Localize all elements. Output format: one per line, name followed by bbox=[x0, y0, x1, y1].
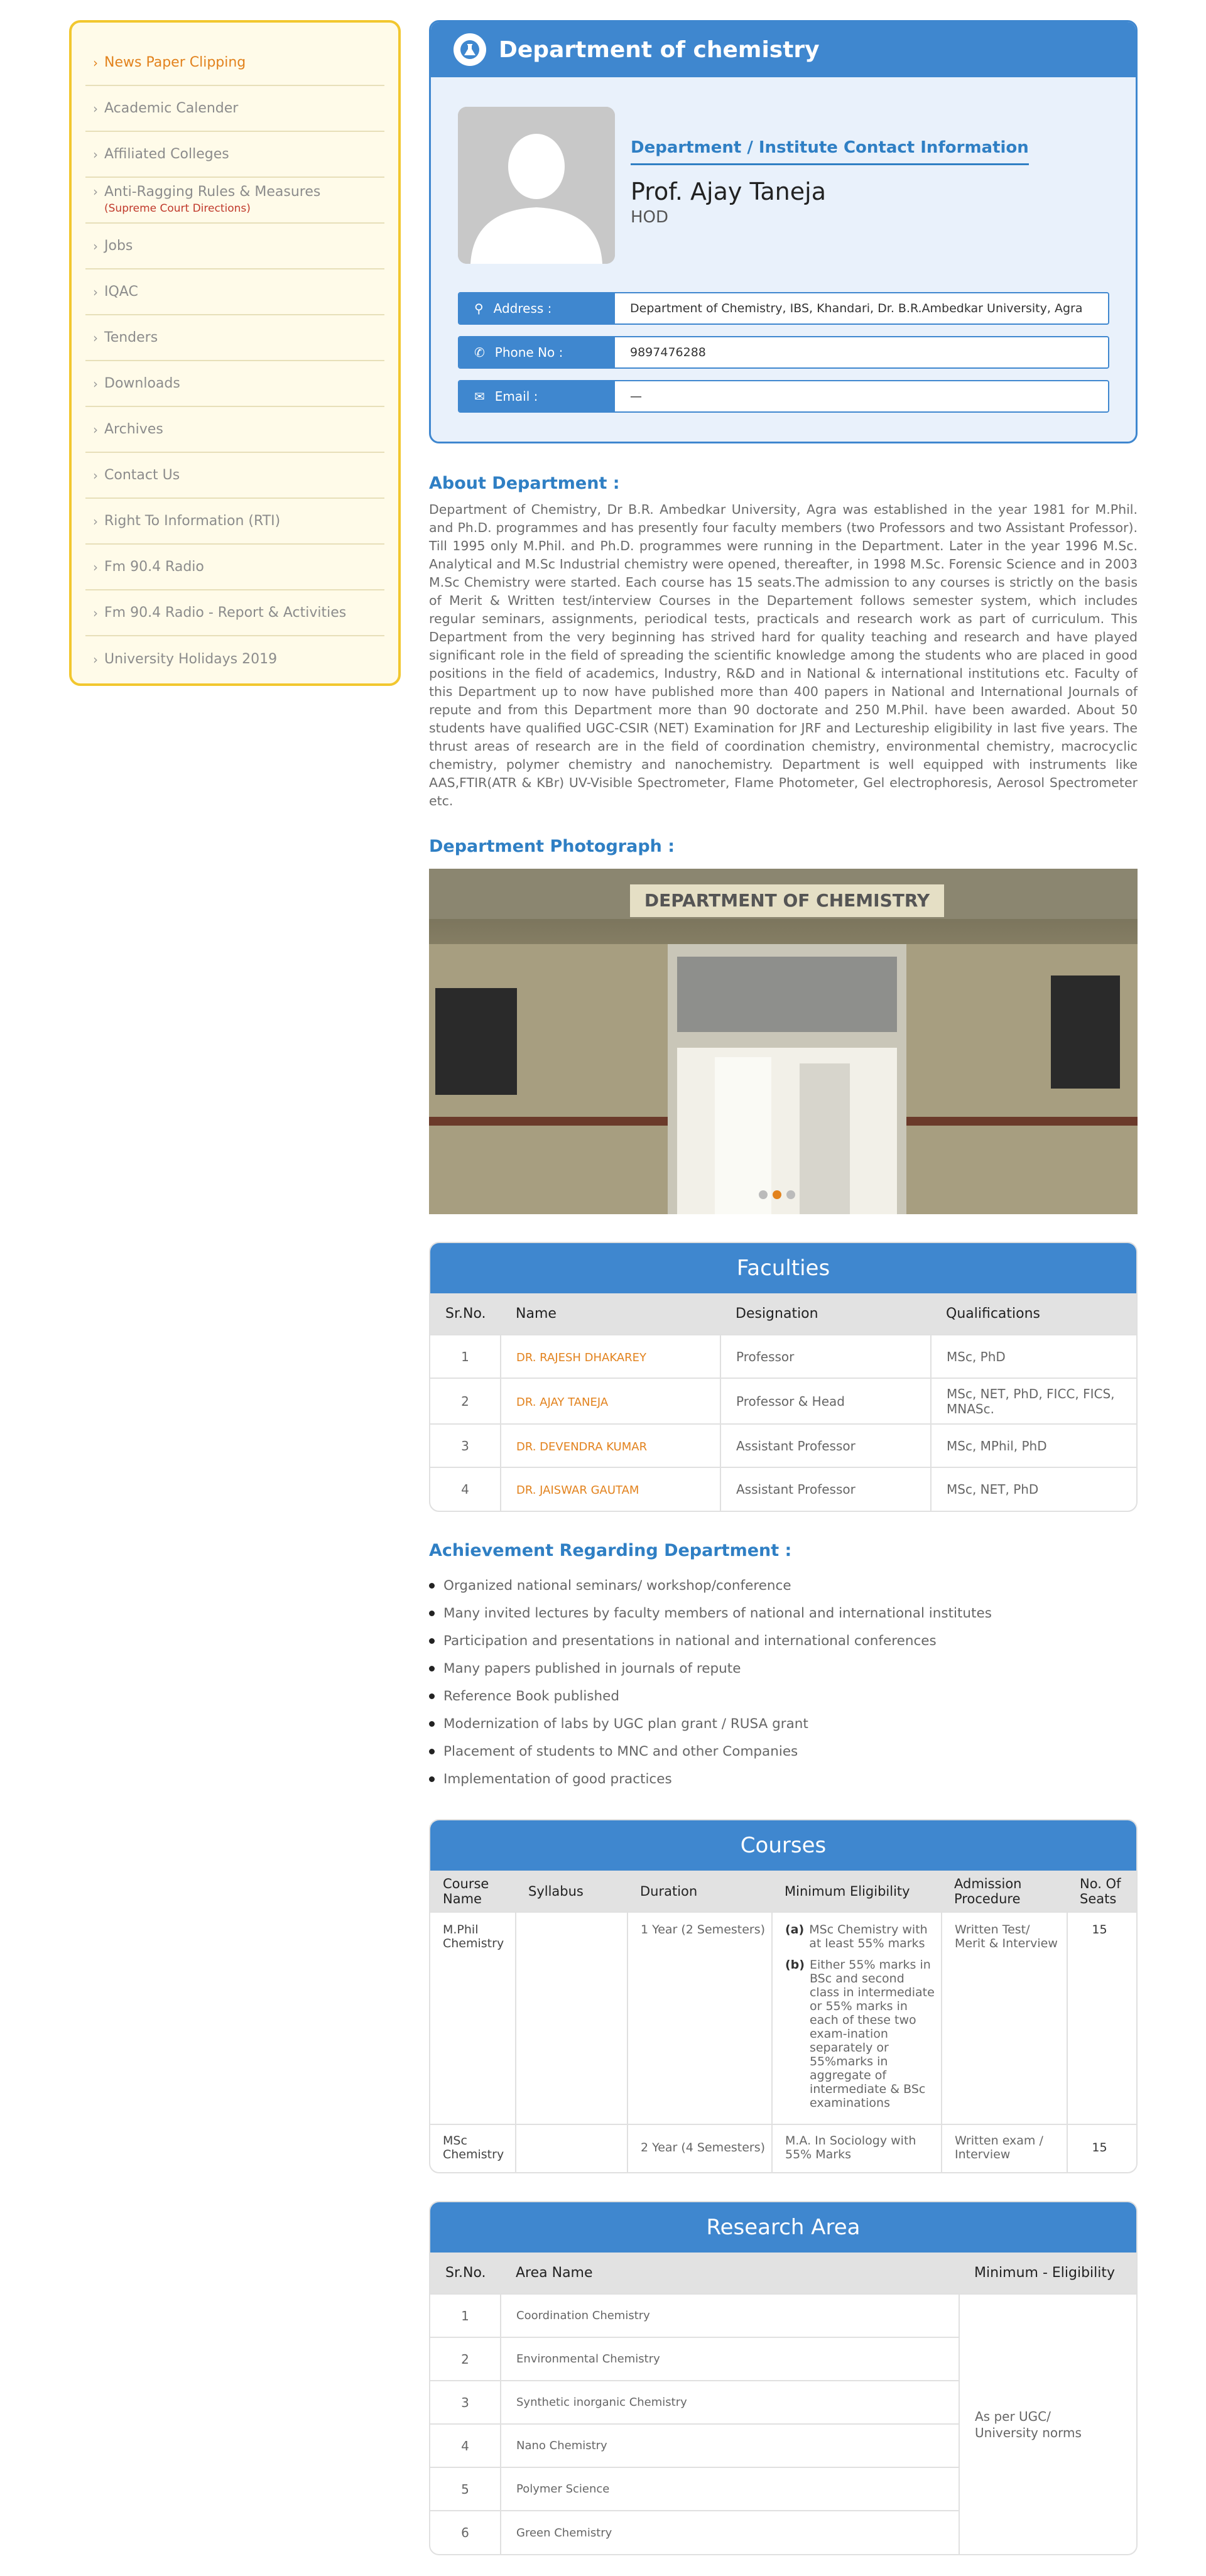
about-section bbox=[429, 474, 1138, 810]
courses-heading: Courses bbox=[430, 1820, 1136, 1871]
column-header: Duration bbox=[627, 1871, 772, 1912]
carousel-dot-active[interactable] bbox=[773, 1190, 781, 1199]
contact-info bbox=[631, 138, 1029, 227]
sidebar-item-anti-ragging[interactable]: › Anti-Ragging Rules & Measures (Supreme Court Directions) bbox=[85, 178, 384, 224]
sidebar-item-fm-radio[interactable]: › Fm 90.4 Radio bbox=[85, 545, 384, 590]
column-header: No. Of Seats bbox=[1067, 1871, 1136, 1912]
phone-value: 9897476288 bbox=[615, 337, 1108, 367]
sidebar-item-downloads[interactable]: › Downloads bbox=[85, 361, 384, 407]
photo-section bbox=[429, 837, 1138, 1214]
sidebar-item-affiliated-colleges[interactable]: › Affiliated Colleges bbox=[85, 132, 384, 178]
column-header: Syllabus bbox=[516, 1871, 627, 1912]
column-header: Minimum Eligibility bbox=[772, 1871, 942, 1912]
chevron-right-icon: › bbox=[93, 421, 98, 437]
sidebar-item-contact-us[interactable]: › Contact Us bbox=[85, 453, 384, 499]
table-row: 1 DR. RAJESH DHAKAREY Professor MSc, PhD bbox=[430, 1335, 1136, 1378]
department-logo-icon bbox=[454, 33, 486, 66]
list-item: Placement of students to MNC and other Companies bbox=[429, 1737, 1138, 1765]
achievement-section bbox=[429, 1541, 1138, 1793]
faculty-name-link[interactable]: DR. DEVENDRA KUMAR bbox=[516, 1440, 648, 1454]
about-heading: About Department : bbox=[429, 474, 620, 493]
column-header: Course Name bbox=[430, 1871, 516, 1912]
photo-sign: DEPARTMENT OF CHEMISTRY bbox=[630, 884, 944, 917]
address-row bbox=[458, 292, 1109, 325]
list-item: Reference Book published bbox=[429, 1682, 1138, 1710]
table-row: 6 Green Chemistry bbox=[430, 2511, 1136, 2554]
faculties-card bbox=[429, 1242, 1138, 1512]
carousel-dot[interactable] bbox=[759, 1190, 768, 1199]
courses-table bbox=[430, 1871, 1136, 2172]
carousel-dots bbox=[759, 1190, 795, 1199]
address-value: Department of Chemistry, IBS, Khandari, Dr. B.R.Ambedkar University, Agra bbox=[615, 293, 1108, 323]
department-header bbox=[431, 22, 1136, 77]
chevron-right-icon: › bbox=[93, 184, 98, 199]
phone-label: Phone No : bbox=[494, 345, 563, 360]
table-row: 3 Synthetic inorganic Chemistry bbox=[430, 2381, 1136, 2424]
faculty-name-link[interactable]: DR. AJAY TANEJA bbox=[516, 1395, 609, 1409]
phone-row bbox=[458, 336, 1109, 369]
sidebar bbox=[69, 20, 401, 686]
column-header: Qualifications bbox=[931, 1293, 1136, 1335]
about-text: Department of Chemistry, Dr B.R. Ambedkar University, Agra was established in the year 1981 for M.Phil. and Ph.D. programmes and has presently four faculty members (two Professors and two Assistant Professor). Till 1995 only M.Phil. and Ph.D. programmes were running in the Department. Later in the year 1996 M.Sc. Analytical and M.Sc Industrial chemistry were opened, thereafter, in 1998 M.Sc. Forensic Science and in 2003 M.Sc Chemistry were started. Each course has 15 seats.The admission to any courses is strictly on the basis of Merit & Written test/interview Courses in the Departement follows semester system, which includes regular seminars, assignments, periodical tests, practicals and research work as part of curriculum. This Department from the very beginning has strived hard for quality teaching and research and have played significant role in the field of spreading the scientific knowledge among the students who are placed in good positions in the field of academics, Industry, R&D and in National & international institutions etc. Faculty of this Department up to now have published more than 400 papers in National and International Journals of repute and from this Department more than 90 doctorate and 250 M.Phil. have been awarded. About 50 students have qualified UGC-CSIR (NET) Examination for JRF and Lectureship eligibility in last five years. The thrust areas of research are in the field of coordination chemistry, environmental chemistry, macrocyclic chemistry, polymer chemistry and nanochemistry. Department is well equipped with instruments like AAS,FTIR(ATR & KBr) UV-Visible Spectrometer, Flame Photometer, Gel electrophoresis, Aerosol Spectrometer etc. bbox=[429, 502, 1138, 808]
sidebar-item-archives[interactable]: › Archives bbox=[85, 407, 384, 453]
sidebar-item-fm-radio-report[interactable]: › Fm 90.4 Radio - Report & Activities bbox=[85, 590, 384, 636]
chevron-right-icon: › bbox=[93, 146, 98, 162]
list-item: Implementation of good practices bbox=[429, 1765, 1138, 1793]
list-item: Modernization of labs by UGC plan grant / RUSA grant bbox=[429, 1710, 1138, 1737]
table-row: M.Phil Chemistry 1 Year (2 Semesters) (a) MSc Chemistry with at least 55% marks (b) Either 55% marks in BSc and second class in intermediate or 55% marks in each of these two exam-ination separately or 55%marks in aggregate of intermediate & BSc examinations Written Test/ Merit & Interview 15 bbox=[430, 1912, 1136, 2124]
department-card bbox=[429, 20, 1138, 443]
sidebar-item-academic-calender[interactable]: › Academic Calender bbox=[85, 86, 384, 132]
table-row: 2 Environmental Chemistry bbox=[430, 2337, 1136, 2381]
chevron-right-icon: › bbox=[93, 284, 98, 300]
column-header: Area Name bbox=[501, 2253, 959, 2294]
list-item: Many invited lectures by faculty members of national and international institutes bbox=[429, 1599, 1138, 1627]
hod-name: Prof. Ajay Taneja bbox=[631, 178, 826, 205]
table-row: 3 DR. DEVENDRA KUMAR Assistant Professor MSc, MPhil, PhD bbox=[430, 1424, 1136, 1467]
achievement-heading: Achievement Regarding Department : bbox=[429, 1541, 792, 1560]
chevron-right-icon: › bbox=[93, 55, 98, 70]
sidebar-item-rti[interactable]: › Right To Information (RTI) bbox=[85, 499, 384, 545]
sidebar-item-tenders[interactable]: › Tenders bbox=[85, 315, 384, 361]
phone-icon: ✆ bbox=[474, 345, 485, 360]
research-table bbox=[430, 2253, 1136, 2554]
chevron-right-icon: › bbox=[93, 376, 98, 391]
chevron-right-icon: › bbox=[93, 559, 98, 575]
envelope-icon: ✉ bbox=[474, 389, 485, 404]
sidebar-item-news-paper-clipping[interactable]: › News Paper Clipping bbox=[85, 40, 384, 86]
email-label: Email : bbox=[494, 389, 538, 404]
faculty-name-link[interactable]: DR. RAJESH DHAKAREY bbox=[516, 1350, 647, 1364]
table-row: 2 DR. AJAY TANEJA Professor & Head MSc, NET, PhD, FICC, FICS, MNASc. bbox=[430, 1378, 1136, 1424]
list-item: Participation and presentations in national and international conferences bbox=[429, 1627, 1138, 1655]
table-row: 5 Polymer Science bbox=[430, 2467, 1136, 2511]
column-header: Sr.No. bbox=[430, 2253, 501, 2294]
table-row: 4 Nano Chemistry bbox=[430, 2424, 1136, 2467]
chevron-right-icon: › bbox=[93, 101, 98, 116]
column-header: Minimum - Eligibility bbox=[959, 2253, 1136, 2294]
carousel-dot[interactable] bbox=[786, 1190, 795, 1199]
sidebar-item-iqac[interactable]: › IQAC bbox=[85, 269, 384, 315]
email-row bbox=[458, 380, 1109, 413]
research-eligibility: As per UGC/ University norms bbox=[959, 2294, 1136, 2554]
department-title: Department of chemistry bbox=[499, 36, 820, 63]
faculty-name-link[interactable]: DR. JAISWAR GAUTAM bbox=[516, 1484, 639, 1497]
table-row: 4 DR. JAISWAR GAUTAM Assistant Professor MSc, NET, PhD bbox=[430, 1467, 1136, 1511]
chevron-right-icon: › bbox=[93, 651, 98, 667]
sidebar-item-jobs[interactable]: › Jobs bbox=[85, 224, 384, 269]
sidebar-item-subtitle: (Supreme Court Directions) bbox=[104, 202, 251, 215]
list-item: Many papers published in journals of repute bbox=[429, 1655, 1138, 1682]
hod-role: HOD bbox=[631, 208, 669, 227]
research-heading: Research Area bbox=[430, 2202, 1136, 2253]
main-content bbox=[429, 20, 1138, 2555]
column-header: Designation bbox=[720, 1293, 931, 1335]
address-label: Address : bbox=[493, 301, 552, 316]
hod-avatar bbox=[458, 107, 615, 264]
table-row: 1 Coordination Chemistry As per UGC/ University norms bbox=[430, 2294, 1136, 2337]
photo-heading: Department Photograph : bbox=[429, 837, 675, 856]
column-header: Name bbox=[501, 1293, 720, 1335]
chevron-right-icon: › bbox=[93, 330, 98, 345]
courses-card bbox=[429, 1819, 1138, 2173]
table-row: MSc Chemistry 2 Year (4 Semesters) M.A. In Sociology with 55% Marks Written exam / Interview 15 bbox=[430, 2124, 1136, 2172]
column-header: Admission Procedure bbox=[942, 1871, 1067, 1912]
list-item: Organized national seminars/ workshop/conference bbox=[429, 1572, 1138, 1599]
column-header: Sr.No. bbox=[430, 1293, 501, 1335]
chevron-right-icon: › bbox=[93, 238, 98, 254]
faculties-heading: Faculties bbox=[430, 1243, 1136, 1293]
contact-heading: Department / Institute Contact Information bbox=[631, 138, 1029, 165]
chevron-right-icon: › bbox=[93, 467, 98, 483]
research-card bbox=[429, 2201, 1138, 2555]
achievement-list bbox=[429, 1572, 1138, 1793]
faculties-table bbox=[430, 1293, 1136, 1511]
department-photo bbox=[429, 869, 1138, 1214]
chevron-right-icon: › bbox=[93, 605, 98, 621]
email-value: — bbox=[615, 381, 1108, 411]
location-pin-icon: ⚲ bbox=[474, 301, 484, 316]
sidebar-item-university-holidays[interactable]: › University Holidays 2019 bbox=[93, 651, 278, 667]
chevron-right-icon: › bbox=[93, 513, 98, 529]
